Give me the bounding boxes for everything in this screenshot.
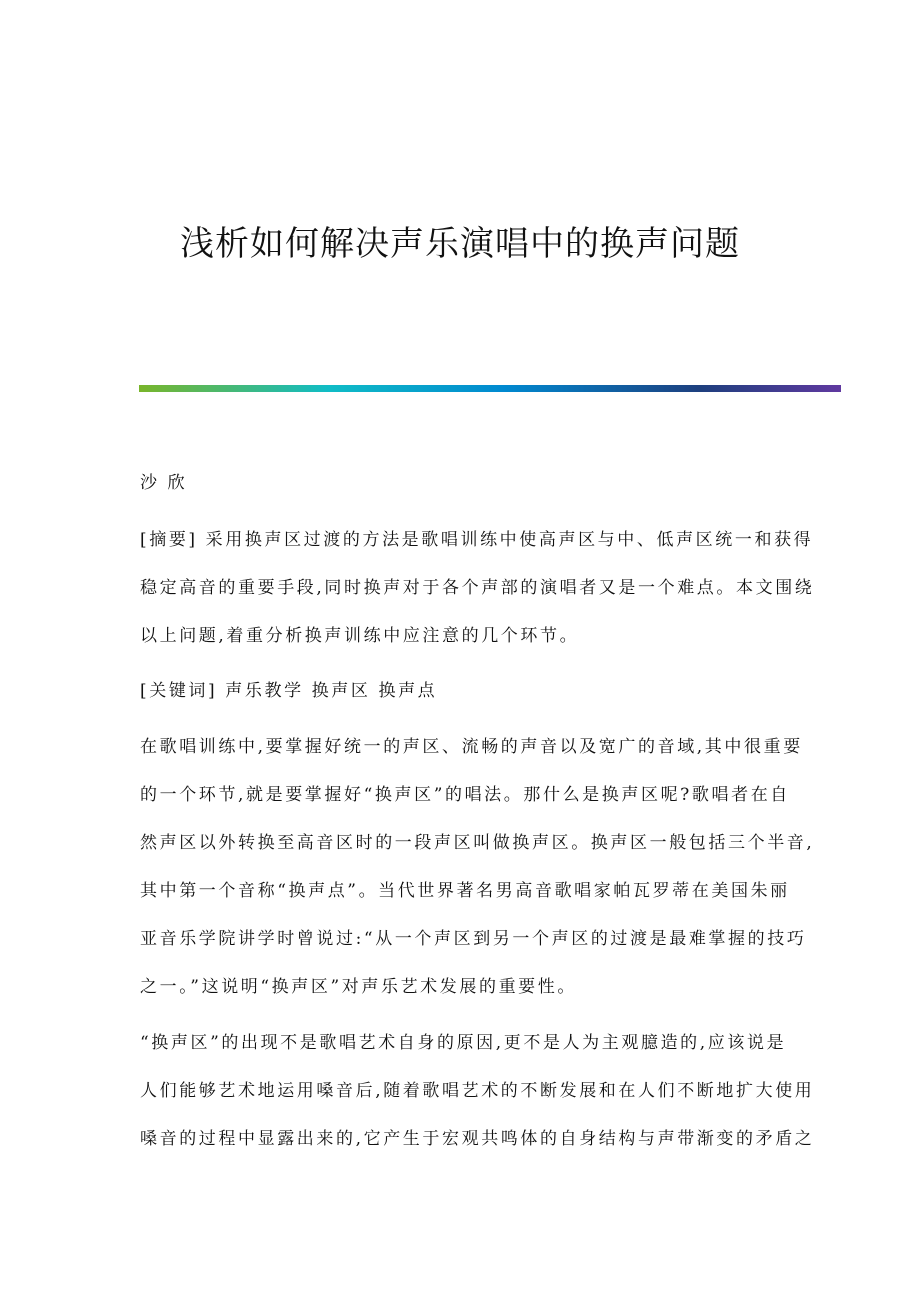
paragraph-line: 之一。”这说明“换声区”对声乐艺术发展的重要性。 bbox=[140, 977, 577, 997]
paragraph-line: 亚音乐学院讲学时曾说过:“从一个声区到另一个声区的过渡是最难掌握的技巧 bbox=[140, 929, 807, 949]
paragraph-line: 其中第一个音称“换声点”。当代世界著名男高音歌唱家帕瓦罗蒂在美国朱丽 bbox=[140, 881, 790, 901]
document-title: 浅析如何解决声乐演唱中的换声问题 bbox=[180, 224, 740, 264]
author: 沙 欣 bbox=[140, 473, 188, 493]
abstract-line: 以上问题,着重分析换声训练中应注意的几个环节。 bbox=[140, 626, 580, 646]
abstract-line: [摘要] 采用换声区过渡的方法是歌唱训练中使高声区与中、低声区统一和获得 bbox=[140, 530, 814, 550]
abstract-line: 稳定高音的重要手段,同时换声对于各个声部的演唱者又是一个难点。本文围绕 bbox=[140, 578, 815, 598]
gradient-divider bbox=[139, 385, 841, 392]
paragraph-line: 在歌唱训练中,要掌握好统一的声区、流畅的声音以及宽广的音域,其中很重要 bbox=[140, 737, 803, 757]
paragraph-line: “换声区”的出现不是歌唱艺术自身的原因,更不是人为主观臆造的,应该说是 bbox=[140, 1033, 787, 1053]
paragraph-line: 嗓音的过程中显露出来的,它产生于宏观共鸣体的自身结构与声带渐变的矛盾之 bbox=[140, 1129, 815, 1149]
paragraph-line: 的一个环节,就是要掌握好“换声区”的唱法。那什么是换声区呢?歌唱者在自 bbox=[140, 785, 790, 805]
keywords: [关键词] 声乐教学 换声区 换声点 bbox=[140, 681, 438, 701]
paragraph-line: 然声区以外转换至高音区时的一段声区叫做换声区。换声区一般包括三个半音, bbox=[140, 833, 815, 853]
paragraph-line: 人们能够艺术地运用嗓音后,随着歌唱艺术的不断发展和在人们不断地扩大使用 bbox=[140, 1081, 815, 1101]
